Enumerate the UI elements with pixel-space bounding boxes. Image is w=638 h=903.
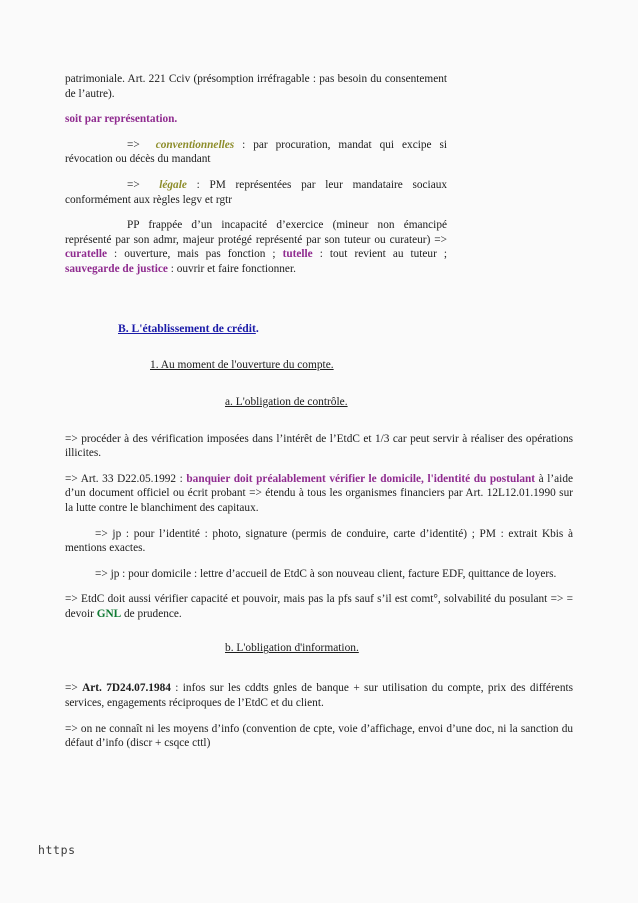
emphasis-banquier-verifier: banquier doit préalablement vérifier le domicile, l'identité du postulant (186, 472, 536, 485)
paragraph-text: patrimoniale. Art. 221 Cciv (présomption irréfragable : pas besoin du consentement de l’autre). (65, 73, 447, 100)
paragraph-moyens-info (65, 722, 573, 751)
paragraph-text: : par procuration, mandat qui excipe si révocation ou décès du mandant (65, 138, 448, 166)
paragraph-text: => procéder à des vérification imposées dans l’intérêt de l’EtdC et 1/3 car peut servir à réaliser des opérations illicites. (65, 432, 573, 460)
paragraph-etdc-capacite (65, 592, 573, 621)
paragraph-patrimoniale (65, 72, 447, 101)
paragraph-text: => jp : pour l’identité : photo, signature (permis de conduire, carte d’identité) ; PM : extrait Kbis à mentions exactes. (65, 527, 573, 555)
paragraph-text: : tout revient au tuteur ; (312, 248, 447, 261)
term-sauvegarde-de-justice: sauvegarde de justice (65, 262, 168, 275)
term-tutelle: tutelle (282, 248, 313, 261)
paragraph-text: => EtdC doit aussi vérifier capacité et pouvoir, mais pas la pfs sauf s’il est comt°, solvabilité du posulant => = devoir (65, 593, 573, 620)
paragraph-text: à l’aide d’un document officiel ou écrit probant => étendu à tous les organismes financiers par Art. 12L12.01.1990 sur la lutte contre le blanchiment des capitaux. (65, 472, 573, 514)
paragraph-text: => jp : pour domicile : lettre d’accueil de EtdC à son nouveau client, facture EDF, quittance de loyers. (95, 567, 557, 580)
heading-subsection-1 (150, 358, 573, 373)
paragraph-jp-identite (65, 527, 573, 556)
heading-subsection-b-information (225, 641, 573, 656)
paragraph-text: : PM représentées par leur mandataire sociaux conformément aux règles legv et rgtr (65, 178, 448, 206)
paragraph-jp-domicile (65, 567, 573, 582)
document-body (65, 72, 573, 762)
heading-section-b (118, 321, 573, 336)
footer-url (38, 843, 76, 857)
heading-subsection-1-label: 1. Au moment de l'ouverture du compte. (150, 358, 334, 371)
paragraph-conventionnelles (65, 138, 447, 167)
paragraph-text: : ouvrir et faire fonctionner. (167, 262, 296, 275)
paragraph-text: => on ne connaît ni les moyens d’info (convention de cpte, voie d’affichage, envoi d’une doc, ni la sanction du défaut d’info (discr + csqce cttl) (65, 722, 573, 750)
paragraph-text: de prudence. (121, 607, 182, 620)
paragraph-text: PP frappée d’un incapacité d’exercice (mineur non émancipé représenté par son admr, majeur protégé représenté par son tuteur ou curateur) => (65, 219, 447, 246)
label-conventionnelles: conventionnelles (155, 138, 235, 151)
paragraph-art33 (65, 472, 573, 516)
paragraph-text: => Art. 33 D22.05.1992 : (65, 472, 187, 485)
paragraph-proceder-verifications (65, 432, 573, 461)
term-curatelle: curatelle (65, 248, 108, 261)
label-legale: légale (159, 178, 187, 191)
arrow-glyph-icon: => (127, 138, 140, 151)
paragraph-art7d (65, 681, 573, 710)
paragraph-text: : ouverture, mais pas fonction ; (107, 248, 283, 261)
heading-section-b-suffix: . (255, 321, 259, 335)
heading-soit-par-representation (65, 112, 447, 127)
paragraph-text: : infos sur les cddts gnles de banque + sur utilisation du compte, prix des différents services, engagements réciproques de l’EtdC et du client. (65, 682, 573, 710)
paragraph-text: => (65, 682, 83, 695)
heading-section-b-label: B. L'établissement de crédit (118, 321, 256, 335)
paragraph-pp-incapacite (65, 218, 447, 276)
heading-subsection-a (225, 395, 573, 410)
paragraph-legale (65, 178, 447, 207)
emphasis-art-7d: Art. 7D24.07.1984 (82, 682, 171, 695)
term-gnl: GNL (96, 607, 122, 620)
arrow-glyph-icon: => (127, 178, 140, 191)
heading-text: soit par représentation. (65, 113, 178, 126)
heading-subsection-b-label: b. L'obligation d'information. (225, 642, 359, 655)
footer-url-text: https (38, 843, 76, 857)
heading-subsection-a-label: a. L'obligation de contrôle. (225, 395, 348, 408)
